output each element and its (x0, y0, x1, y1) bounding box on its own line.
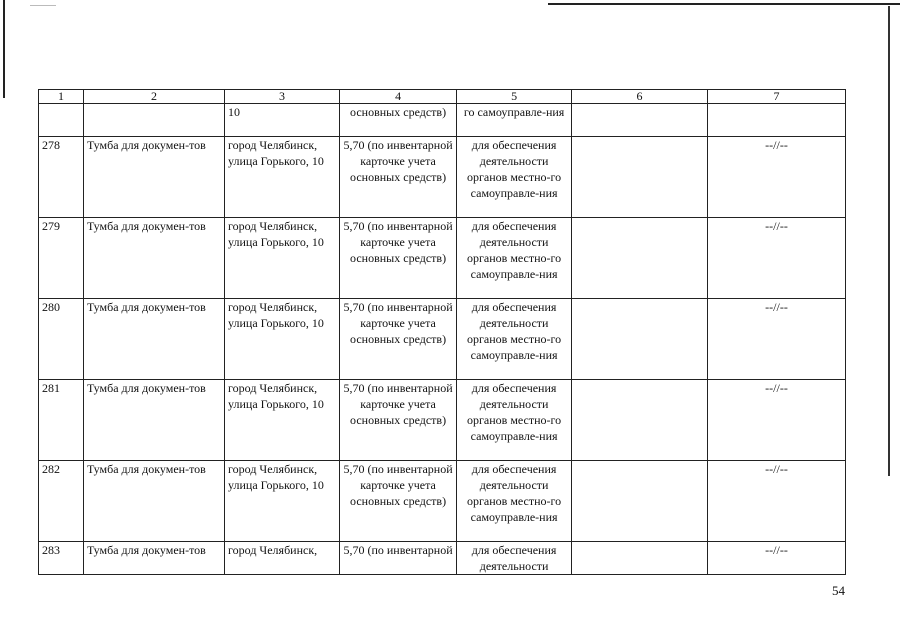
item-number-cell: 283 (39, 542, 84, 575)
table-header-row (39, 90, 846, 104)
column-6-cell (572, 380, 708, 461)
address-cell: 10 (225, 104, 340, 137)
address-cell: город Челябинск, улица Горького, 10 (225, 299, 340, 380)
table-cell (83, 104, 224, 137)
item-number-cell: 281 (39, 380, 84, 461)
property-table (38, 89, 846, 575)
value-cell: 5,70 (по инвентарной карточке учета основных средств) (340, 380, 457, 461)
item-name-cell: Тумба для докумен-тов (83, 299, 224, 380)
value-cell: основных средств) (340, 104, 457, 137)
table-cell (707, 104, 845, 137)
column-6-cell (572, 137, 708, 218)
table-row (39, 218, 846, 299)
table-row (39, 299, 846, 380)
column-6-cell (572, 461, 708, 542)
address-cell: город Челябинск, улица Горького, 10 (225, 137, 340, 218)
column-7-cell: --//-- (707, 461, 845, 542)
value-cell: 5,70 (по инвентарной карточке учета основных средств) (340, 218, 457, 299)
scan-artifact-left (3, 0, 5, 98)
table-row (39, 542, 846, 575)
column-6-cell (572, 299, 708, 380)
column-7-cell: --//-- (707, 299, 845, 380)
purpose-cell: для обеспечения деятельности органов местно-го самоуправле-ния (457, 461, 572, 542)
table-row (39, 380, 846, 461)
page-number: 54 (832, 583, 845, 598)
purpose-cell: для обеспечения деятельности органов местно-го самоуправле-ния (457, 380, 572, 461)
address-cell: город Челябинск, (225, 542, 340, 575)
item-name-cell: Тумба для докумен-тов (83, 380, 224, 461)
item-name-cell: Тумба для докумен-тов (83, 461, 224, 542)
column-7-cell: --//-- (707, 542, 845, 575)
item-number-cell: 279 (39, 218, 84, 299)
column-6-cell (572, 542, 708, 575)
column-header: 7 (707, 90, 845, 104)
item-name-cell: Тумба для докумен-тов (83, 542, 224, 575)
purpose-cell: для обеспечения деятельности (457, 542, 572, 575)
column-header: 1 (39, 90, 84, 104)
item-name-cell: Тумба для докумен-тов (83, 218, 224, 299)
item-number-cell: 282 (39, 461, 84, 542)
table-row (39, 137, 846, 218)
column-header: 6 (572, 90, 708, 104)
value-cell: 5,70 (по инвентарной карточке учета основных средств) (340, 461, 457, 542)
item-number-cell: 278 (39, 137, 84, 218)
table-row (39, 461, 846, 542)
purpose-cell: для обеспечения деятельности органов местно-го самоуправле-ния (457, 299, 572, 380)
value-cell: 5,70 (по инвентарной (340, 542, 457, 575)
table-cell (572, 104, 708, 137)
item-name-cell: Тумба для докумен-тов (83, 137, 224, 218)
column-header: 4 (340, 90, 457, 104)
item-number-cell: 280 (39, 299, 84, 380)
column-7-cell: --//-- (707, 380, 845, 461)
address-cell: город Челябинск, улица Горького, 10 (225, 461, 340, 542)
column-header: 5 (457, 90, 572, 104)
address-cell: город Челябинск, улица Горького, 10 (225, 380, 340, 461)
column-header: 2 (83, 90, 224, 104)
scan-artifact-dash (30, 5, 56, 6)
value-cell: 5,70 (по инвентарной карточке учета основных средств) (340, 299, 457, 380)
column-header: 3 (225, 90, 340, 104)
purpose-cell: для обеспечения деятельности органов местно-го самоуправле-ния (457, 218, 572, 299)
continuation-row (39, 104, 846, 137)
address-cell: город Челябинск, улица Горького, 10 (225, 218, 340, 299)
scan-artifact-right (888, 6, 890, 476)
purpose-cell: для обеспечения деятельности органов местно-го самоуправле-ния (457, 137, 572, 218)
scan-artifact-top (548, 3, 900, 5)
column-7-cell: --//-- (707, 218, 845, 299)
column-7-cell: --//-- (707, 137, 845, 218)
table-cell (39, 104, 84, 137)
value-cell: 5,70 (по инвентарной карточке учета основных средств) (340, 137, 457, 218)
purpose-cell: го самоуправле-ния (457, 104, 572, 137)
column-6-cell (572, 218, 708, 299)
